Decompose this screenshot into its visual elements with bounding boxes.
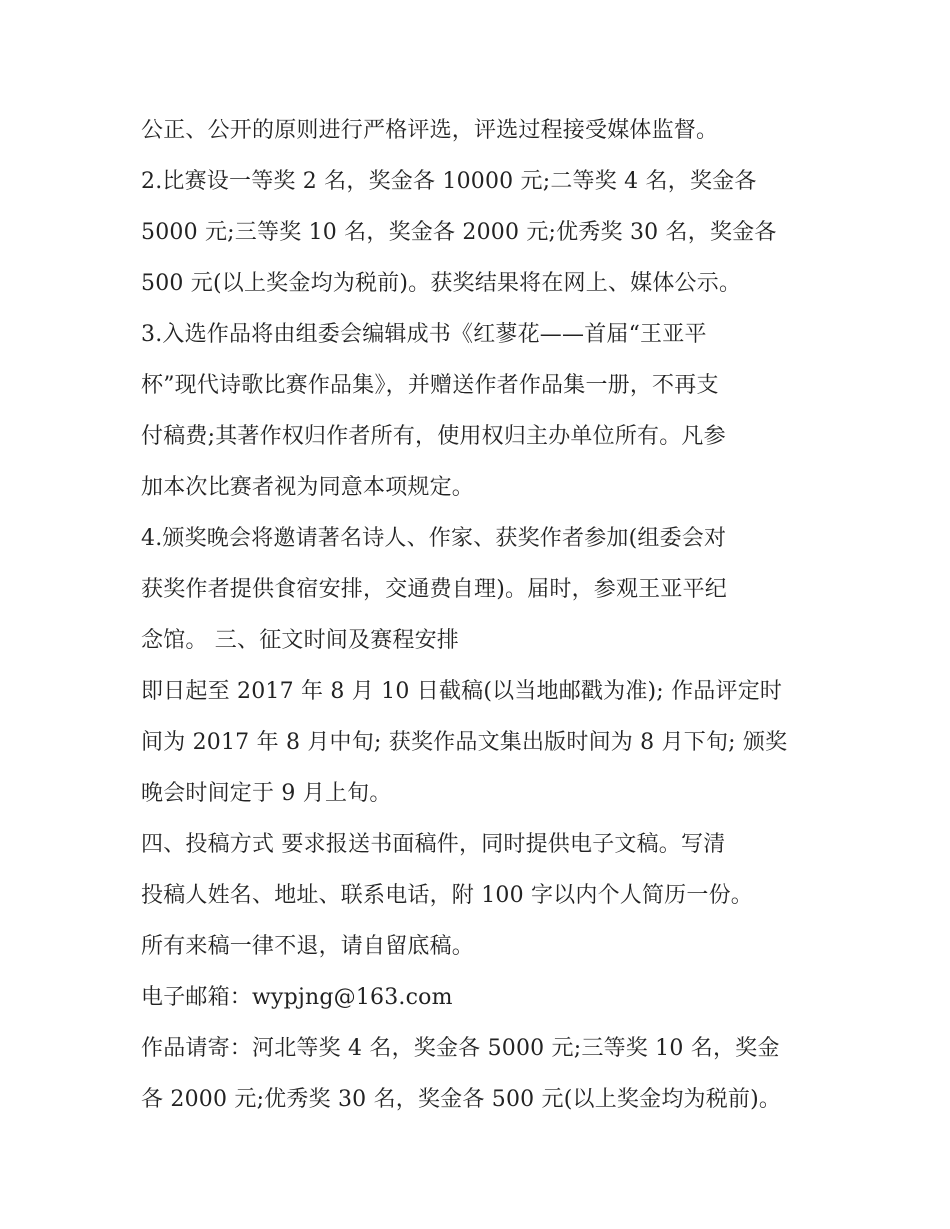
text-line: 4.颁奖晚会将邀请著名诗人、作家、获奖作者参加(组委会对 [141, 526, 727, 551]
text-line: 杯”现代诗歌比赛作品集》，并赠送作者作品集一册，不再支 [141, 373, 719, 398]
text-line: 2.比赛设一等奖 2 名，奖金各 10000 元;二等奖 4 名，奖金各 [141, 169, 757, 194]
text-line: 3.入选作品将由组委会编辑成书《红蓼花——首届“王亚平 [141, 322, 707, 347]
text-line: 500 元(以上奖金均为税前)。获奖结果将在网上、媒体公示。 [141, 271, 742, 296]
text-line: 5000 元;三等奖 10 名，奖金各 2000 元;优秀奖 30 名，奖金各 [141, 220, 777, 245]
text-line: 即日起至 2017 年 8 月 10 日截稿(以当地邮戳为准); 作品评定时 [141, 679, 783, 704]
text-line: 念馆。 三、征文时间及赛程安排 [141, 628, 459, 653]
text-line: 作品请寄：河北等奖 4 名，奖金各 5000 元;三等奖 10 名，奖金 [141, 1036, 780, 1061]
text-line: 所有来稿一律不退，请自留底稿。 [141, 934, 475, 959]
text-line: 间为 2017 年 8 月中旬; 获奖作品文集出版时间为 8 月下旬; 颁奖 [141, 730, 788, 755]
text-line: 四、投稿方式 要求报送书面稿件，同时提供电子文稿。写清 [141, 832, 726, 857]
text-line: 付稿费;其著作权归作者所有，使用权归主办单位所有。凡参 [141, 424, 726, 449]
document-body [141, 105, 821, 1125]
text-line: 各 2000 元;优秀奖 30 名，奖金各 500 元(以上奖金均为税前)。 [141, 1087, 782, 1112]
email-line: 电子邮箱：wypjng@163.com [141, 985, 453, 1010]
text-line: 公正、公开的原则进行严格评选，评选过程接受媒体监督。 [141, 118, 719, 143]
text-line: 加本次比赛者视为同意本项规定。 [141, 475, 475, 500]
text-line: 获奖作者提供食宿安排，交通费自理)。届时，参观王亚平纪 [141, 577, 727, 602]
text-line: 投稿人姓名、地址、联系电话，附 100 字以内个人简历一份。 [141, 883, 753, 908]
text-line: 晚会时间定于 9 月上旬。 [141, 781, 392, 806]
